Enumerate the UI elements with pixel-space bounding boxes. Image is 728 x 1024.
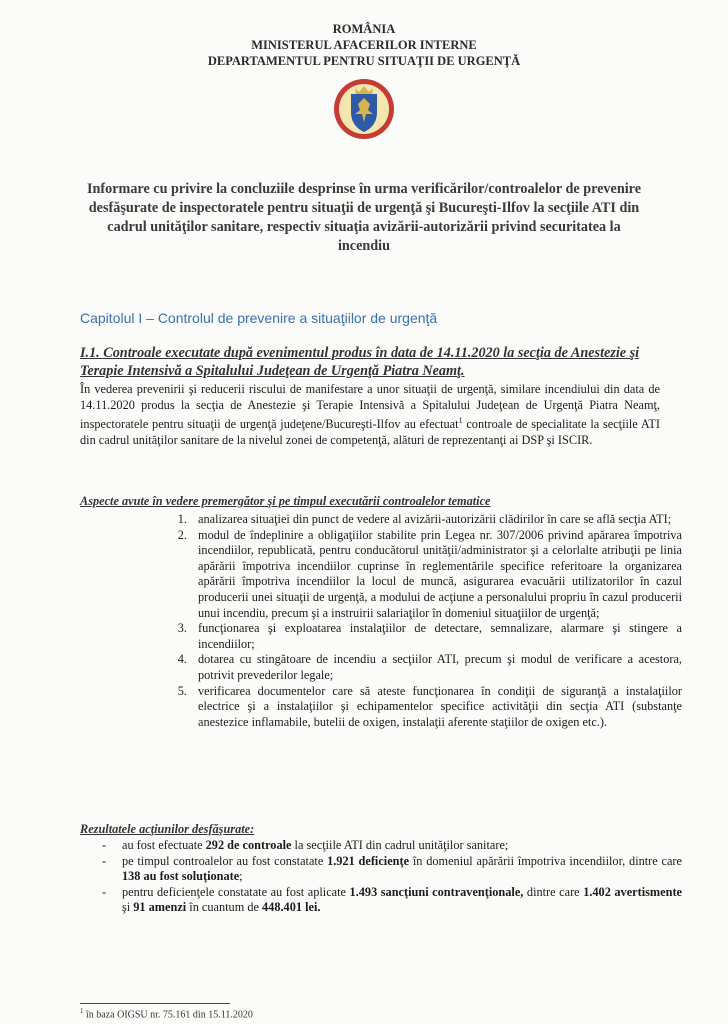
aspects-heading: Aspecte avute în vedere premergător şi pe timpul executării controalelor tematice: [80, 494, 491, 508]
coat-of-arms-icon: [333, 76, 395, 142]
results-heading: Rezultatele acţiunilor desfăşurate:: [80, 822, 255, 836]
list-item: 3. funcţionarea şi exploatarea instalaţiilor de detectare, semnalizare, alarmare şi stingere a incendiilor;: [190, 621, 682, 652]
aspects-list: [168, 512, 682, 730]
list-item: 5. verificarea documentelor care să ateste funcţionarea în condiţii de siguranţă a instalaţiilor electrice şi a instalaţiilor şi echipamentelor specifice activităţii din secţia ATI (substanţe anestezice inflamabile, butelii de oxigen, instalaţii aferente staţiilor de oxigen etc.).: [190, 684, 682, 731]
header-department: DEPARTAMENTUL PENTRU SITUAŢII DE URGENŢĂ: [207, 54, 521, 68]
list-item: 1. analizarea situaţiei din punct de vedere al avizării-autorizării clădirilor în care se află secţia ATI;: [190, 512, 682, 528]
footnote-divider: [80, 1003, 230, 1004]
document-title: Informare cu privire la concluziile desprinse în urma verificărilor/controalelor de prevenire desfăşurate de inspectoratele pentru situaţii de urgenţă şi Bucureşti-Ilfov la secţiile ATI din cadrul unităţilor sanitare, respectiv situaţia avizării-autorizării privind securitatea la incendiu: [86, 181, 641, 254]
footnote-text: în baza OIGSU nr. 75.161 din 15.11.2020: [83, 1009, 253, 1021]
chapter-heading: Capitolul I – Controlul de prevenire a situaţiilor de urgenţă: [80, 310, 438, 326]
list-item: - pentru deficienţele constatate au fost aplicate 1.493 sancţiuni contravenţionale, dintre care 1.402 avertismente şi 91 amenzi în cuantum de 448.401 lei.: [122, 885, 682, 916]
intro-paragraph: [80, 382, 660, 448]
list-item: 4. dotarea cu stingătoare de incendiu a secţiilor ATI, precum şi modul de verificare a acestora, potrivit prevederilor legale;: [190, 652, 682, 683]
list-item: 2. modul de îndeplinire a obligaţiilor stabilite prin Legea nr. 307/2006 privind apărarea împotriva incendiilor, republicată, pentru conducătorul unităţii/administrator şi a celorlalte atribuţii pe linia apărării împotriva incendiilor cuprinse în reglementările specifice referitoare la organizarea apărării împotriva incendiilor la locul de muncă, asigurarea evacuării utilizatorilor în cazul producerii unei situaţii de urgenţă, a modului de acţiune a personalului propriu în cazul producerii unui incendiu, precum şi a instruirii salariaţilor în domeniul situaţiilor de urgenţă;: [190, 528, 682, 622]
results-list: [100, 838, 682, 916]
footnote-ref: 1: [458, 416, 463, 426]
header-country: ROMÂNIA: [332, 22, 396, 36]
list-item: - pe timpul controalelor au fost constatate 1.921 deficienţe în domeniul apărării împotriva incendiilor, dintre care 138 au fost soluţionate;: [122, 854, 682, 885]
footnote-number: 1: [80, 1007, 84, 1015]
section-heading: I.1. Controale executate după evenimentul produs în data de 14.11.2020 la secţia de Anestezie şi Terapie Intensivă a Spitalului Judeţean de Urgenţă Piatra Neamţ.: [80, 345, 640, 379]
intro-text-start: În vederea prevenirii şi reducerii riscului de manifestare a unor situaţii de urgenţă, similare incendiului din data de 14.11.2020 produs la secţia de Anestezie şi Terapie Intensivă a Spitalului Judeţean de Urgenţă Piatra Neamţ, inspectoratele pentru situaţii de urgenţă judeţene/Bucureşti-Ilfov au efectuat: [80, 382, 660, 432]
header-ministry: MINISTERUL AFACERILOR INTERNE: [251, 38, 477, 52]
footnote: [80, 1007, 253, 1020]
intro-text-end: controale de specialitate la secţiile ATI din cadrul unităţilor sanitare de la nivelul zonei de competenţă, alături de reprezentanţi ai DSP şi ISCIR.: [80, 417, 661, 447]
list-item: - au fost efectuate 292 de controale la secţiile ATI din cadrul unităţilor sanitare;: [122, 838, 682, 854]
